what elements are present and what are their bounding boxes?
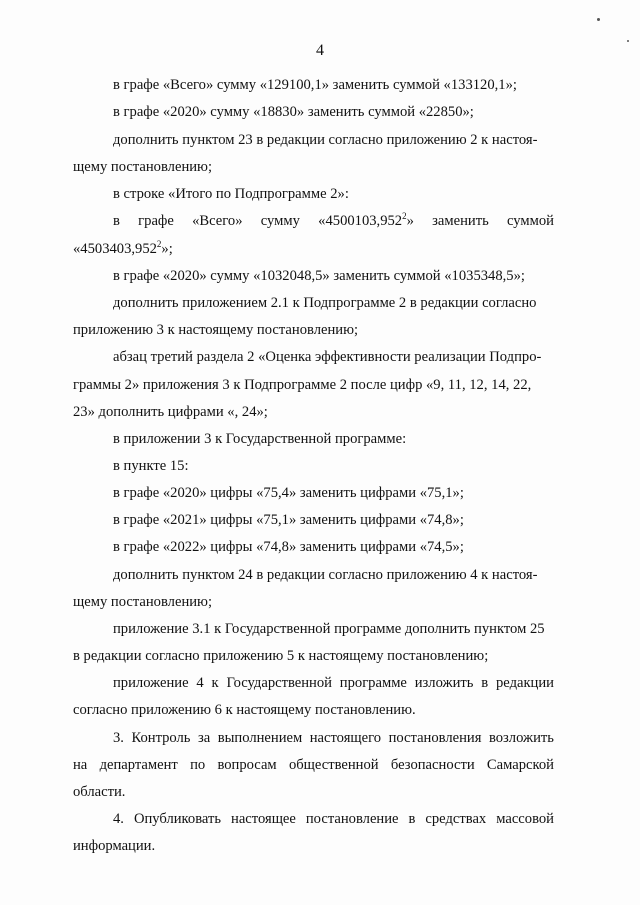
word: Контроль	[131, 730, 191, 746]
text-line-justified	[113, 729, 554, 747]
text-line	[73, 240, 173, 258]
text-line: 23» дополнить цифрами «, 24»;	[73, 404, 268, 420]
word: постановления	[388, 730, 482, 746]
text-line: в приложении 3 к Государственной программе:	[113, 431, 407, 447]
text-line: в графе «2022» цифры «74,8» заменить цифрами «74,5»;	[113, 539, 464, 555]
word-with-superscript	[318, 212, 414, 230]
word: графе	[138, 213, 174, 229]
word: общественной	[288, 757, 379, 773]
word: возложить	[488, 730, 554, 746]
word: «4500103,952	[318, 213, 403, 229]
text-line: в пункте 15:	[113, 458, 189, 474]
word: »;	[161, 241, 173, 257]
word: суммой	[507, 213, 554, 229]
word: Самарской	[486, 757, 554, 773]
text-line: дополнить пунктом 23 в редакции согласно приложению 2 к настоя-	[113, 132, 538, 148]
word: по	[190, 757, 206, 773]
text-line: дополнить приложением 2.1 к Подпрограмме 2 в редакции согласно	[113, 295, 537, 311]
text-line-justified	[113, 810, 554, 828]
word: настоящего	[309, 730, 382, 746]
word: средствах	[425, 811, 487, 827]
word: настоящее	[231, 811, 296, 827]
text-line: щему постановлению;	[73, 594, 213, 610]
text-line: в графе «2020» сумму «1032048,5» заменить суммой «1035348,5»;	[113, 268, 525, 284]
text-line: в графе «Всего» сумму «129100,1» заменить суммой «133120,1»;	[113, 77, 517, 93]
word: «4503403,952	[73, 241, 157, 257]
text-line-justified	[113, 212, 554, 230]
word: постановление	[305, 811, 399, 827]
text-line: области.	[73, 784, 126, 800]
word: 4.	[113, 811, 124, 827]
word: приложение	[113, 675, 189, 691]
text-line: граммы 2» приложения 3 к Подпрограмме 2 после цифр «9, 11, 12, 14, 22,	[73, 377, 532, 393]
word: к	[211, 675, 219, 691]
word: в	[113, 213, 120, 229]
text-line: щему постановлению;	[73, 159, 213, 175]
page-number: 4	[316, 42, 324, 59]
text-line: в графе «2020» цифры «75,4» заменить цифрами «75,1»;	[113, 485, 464, 501]
word: редакции	[495, 675, 554, 691]
word: изложить	[414, 675, 474, 691]
word: вопросам	[217, 757, 277, 773]
text-line-justified	[113, 674, 554, 692]
word: массовой	[496, 811, 554, 827]
word: за	[197, 730, 211, 746]
word: в	[481, 675, 489, 691]
word: в	[408, 811, 416, 827]
text-line: в графе «2020» сумму «18830» заменить суммой «22850»;	[113, 104, 474, 120]
text-line: в графе «2021» цифры «75,1» заменить цифрами «74,8»;	[113, 512, 464, 528]
superscript: 2	[402, 211, 407, 222]
word: департамент	[99, 757, 178, 773]
superscript: 2	[156, 239, 162, 250]
word: »	[406, 213, 414, 229]
text-line: абзац третий раздела 2 «Оценка эффективности реализации Подпро-	[113, 349, 542, 365]
text-line: дополнить пунктом 24 в редакции согласно приложению 4 к настоя-	[113, 567, 538, 583]
text-line: согласно приложению 6 к настоящему постановлению.	[73, 702, 416, 718]
text-line: приложению 3 к настоящему постановлению;	[73, 322, 359, 338]
word: на	[73, 757, 88, 773]
word: сумму	[260, 213, 300, 229]
word: заменить	[432, 213, 489, 229]
word: 4	[196, 675, 204, 691]
word: Государственной	[226, 675, 332, 691]
word: Опубликовать	[133, 811, 222, 827]
text-line: информации.	[73, 838, 156, 854]
text-line-justified	[73, 756, 554, 774]
word: 3.	[113, 730, 124, 746]
scan-speck	[597, 18, 600, 21]
word: программе	[339, 675, 407, 691]
word: выполнением	[217, 730, 303, 746]
word: «Всего»	[192, 213, 243, 229]
text-line: в строке «Итого по Подпрограмме 2»:	[113, 186, 349, 202]
text-line: в редакции согласно приложению 5 к настоящему постановлению;	[73, 648, 489, 664]
word: безопасности	[390, 757, 475, 773]
text-line: приложение 3.1 к Государственной программе дополнить пунктом 25	[113, 621, 545, 637]
